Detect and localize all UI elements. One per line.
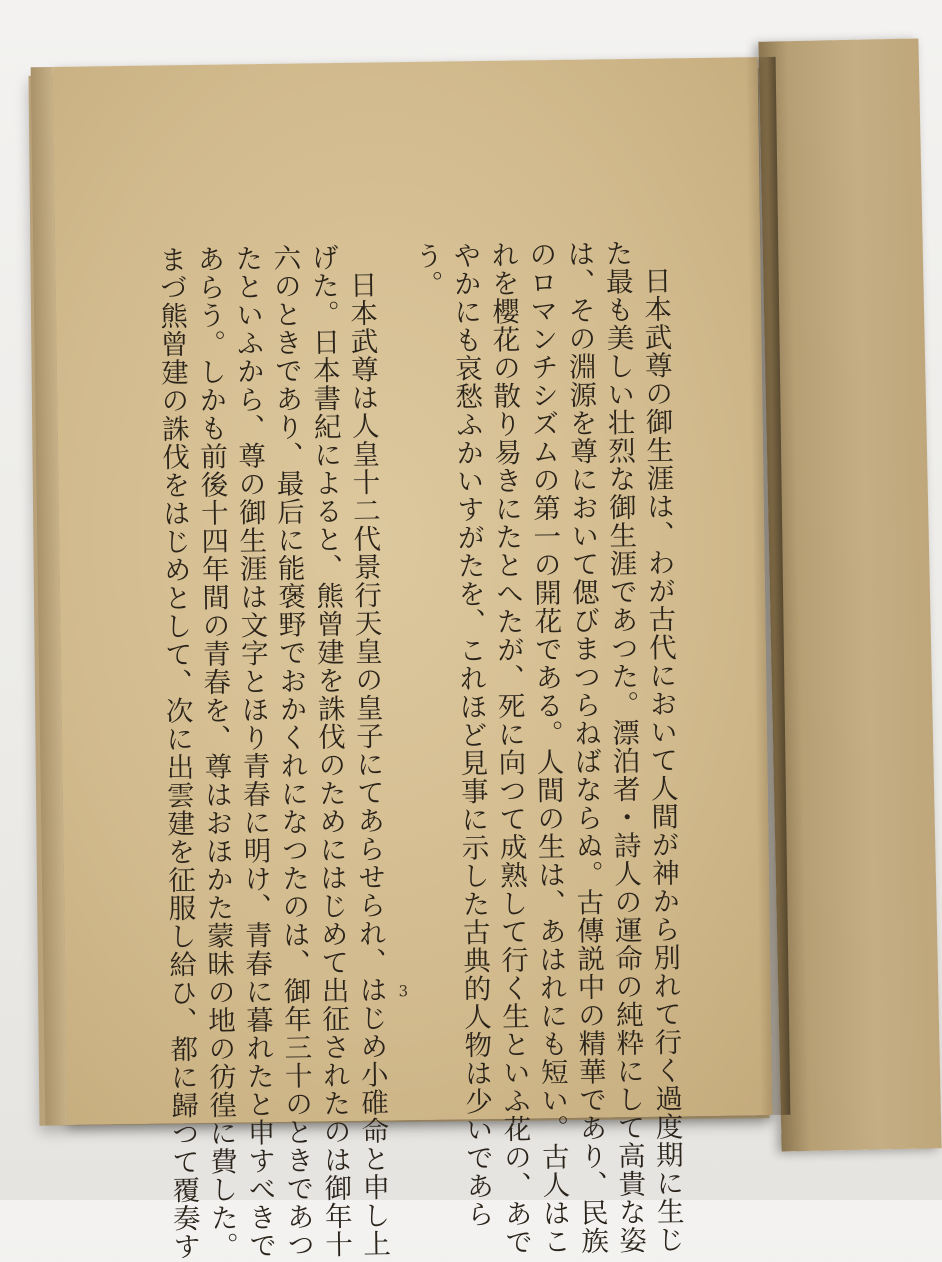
text-column: れを櫻花の散り易きにたとへたが、死に向つて成熟して行く生といふ花の、あで	[486, 240, 533, 1257]
vertical-text-block	[147, 238, 685, 1261]
text-column: まづ熊曾建の誅伐をはじめとして、次に出雲建を征服し給ひ、都に歸つて覆奏す	[154, 245, 201, 1261]
text-column: あらう。しかも前後十四年間の青春を、尊はおほかた蒙昧の地の彷徨に費した。	[192, 244, 239, 1261]
text-column: げた。日本書紀によると、熊曾建を誅伐のためにはじめて出征されたのは御年十	[306, 243, 353, 1259]
page-number: 3	[398, 982, 409, 1001]
book-page	[53, 57, 773, 1261]
text-column: 六のときであり、最后に能褒野でおかくれになつたのは、御年三十のときであつ	[268, 243, 315, 1260]
text-column: やかにも哀愁ふかいすがたを、これほど見事に示した古典的人物は少いであら	[448, 241, 494, 1229]
text-column: た最も美しい壮烈な御生涯であつた。漂泊者・詩人の運命の純粋にして高貴な姿	[600, 238, 647, 1255]
text-column: 日本武尊の御生涯は、わが古代において人間が神から別れて行く過度期に生じ	[638, 265, 685, 1254]
text-column: う。	[410, 241, 443, 299]
text-column: たといふから、尊の御生涯は文字とほり青春に明け、青春に暮れたと申すべきで	[230, 244, 277, 1260]
text-column: 日本武尊は人皇十二代景行天皇の皇子にてあらせられ、はじめ小碓命と申し上	[344, 269, 391, 1258]
text-column: は、その淵源を尊において偲びまつらねばならぬ。古傳説中の精華であり、民族	[562, 239, 609, 1255]
text-column: のロマンチシズムの第一の開花である。人間の生は、あはれにも短い。古人はこ	[524, 239, 571, 1256]
